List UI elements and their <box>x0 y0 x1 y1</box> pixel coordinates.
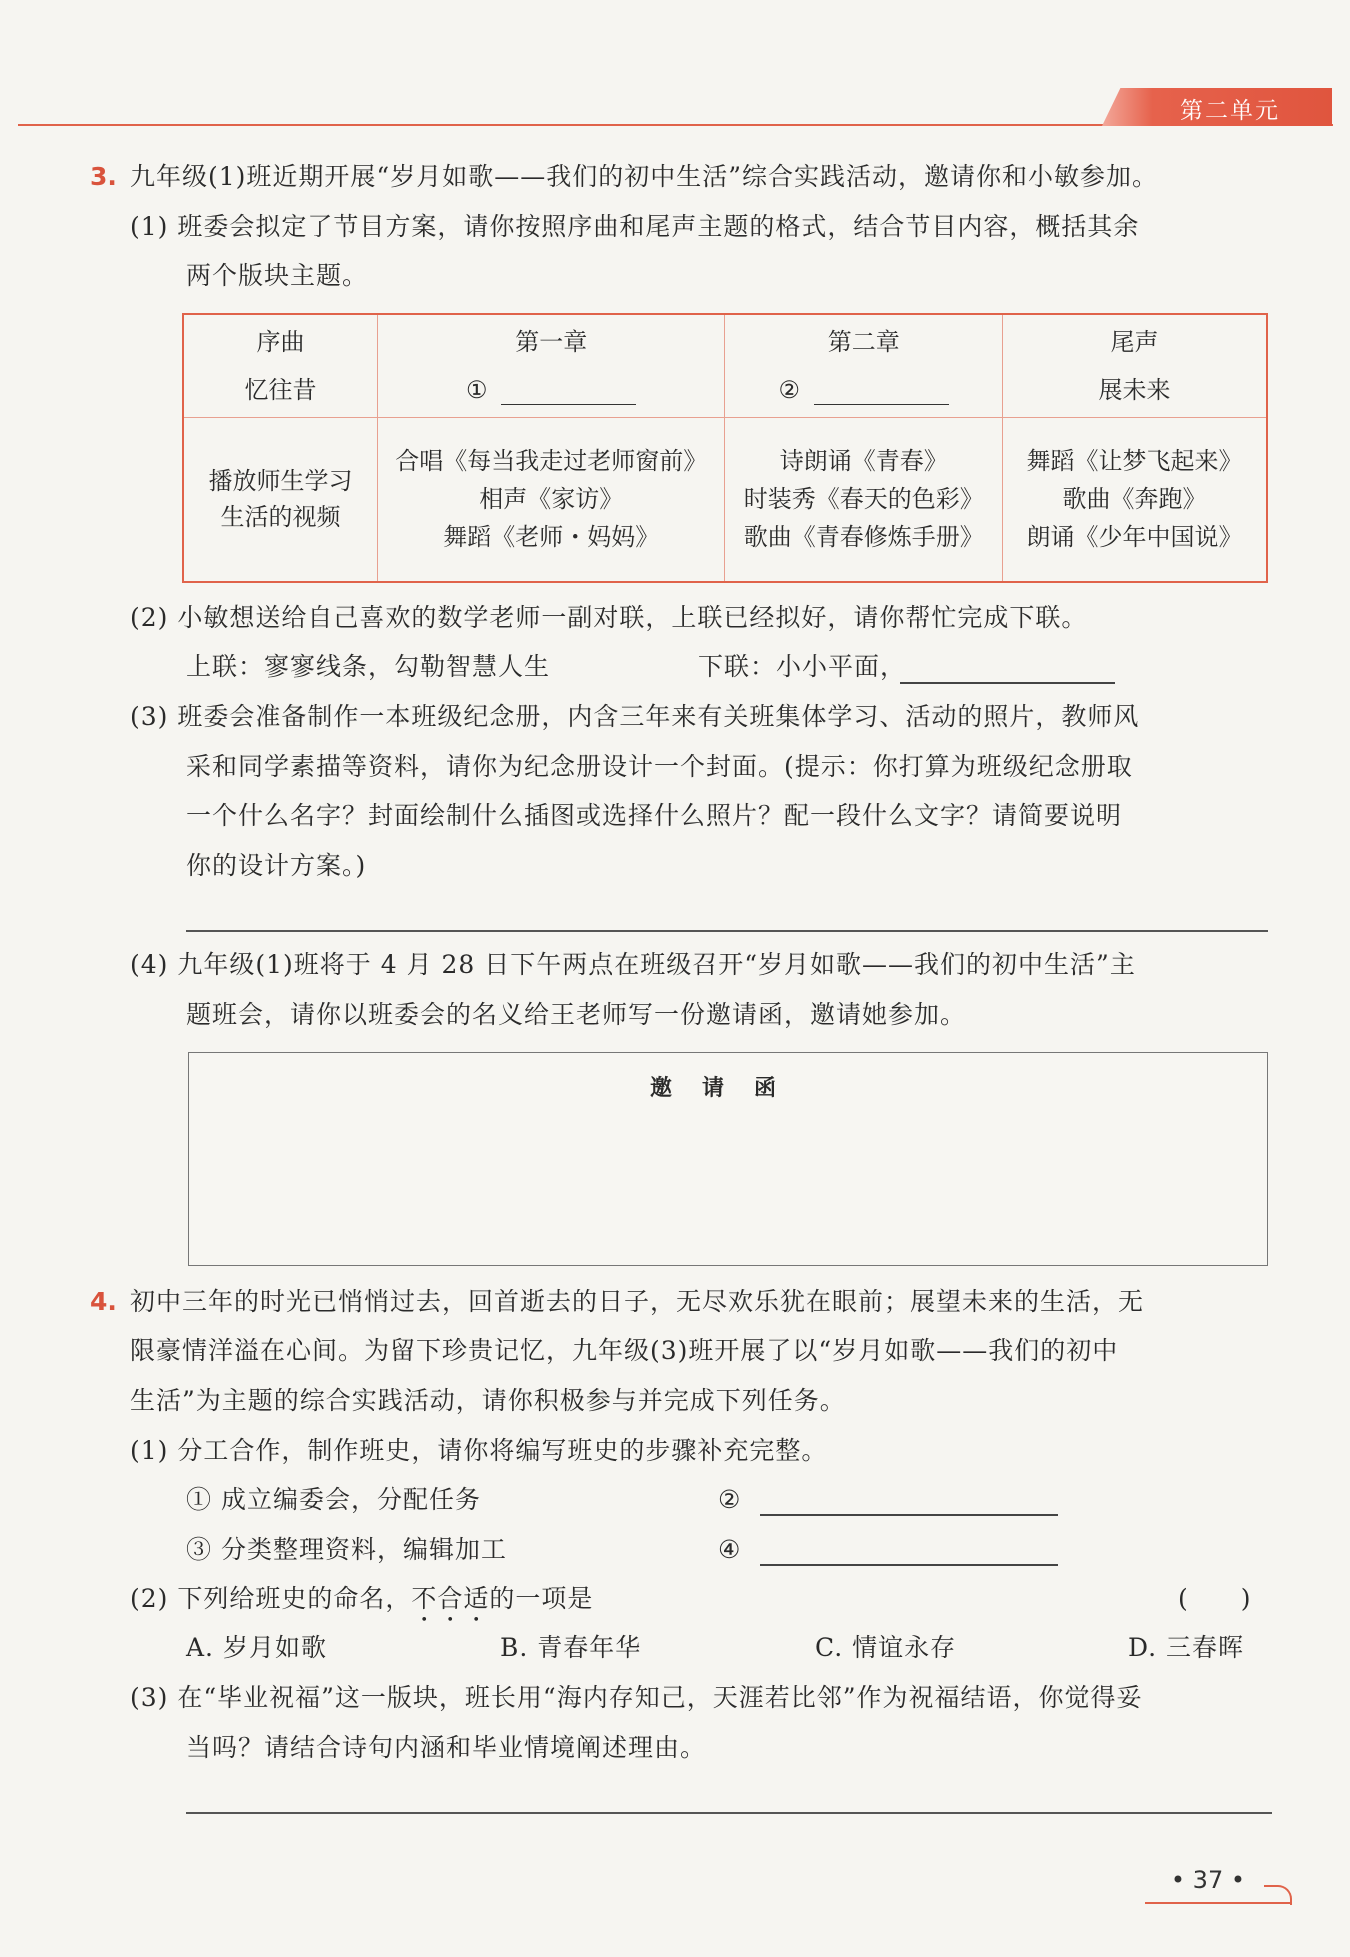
page-number: • 37 • <box>1170 1866 1245 1894</box>
q3-part1-line2: 两个版块主题。 <box>186 261 369 290</box>
step-4: ④ <box>718 1535 742 1564</box>
q3-part2-line1: (2) 小敏想送给自己喜欢的数学老师一副对联，上联已经拟好，请你帮忙完成下联。 <box>130 603 1088 632</box>
q4-part2-after: 的一项是 <box>489 1584 594 1613</box>
question-3-intro: 九年级(1)班近期开展“岁月如歌——我们的初中生活”综合实践活动，邀请你和小敏参加。 <box>130 162 1158 191</box>
option-d[interactable]: D. 三春晖 <box>1128 1633 1245 1662</box>
answer-parentheses[interactable]: ( ) <box>1178 1584 1252 1613</box>
question-4-intro-line3: 生活”为主题的综合实践活动，请你积极参与并完成下列任务。 <box>130 1386 846 1415</box>
program-cell <box>183 417 378 582</box>
q4-part3-line2: 当吗？请结合诗句内涵和毕业情境阐述理由。 <box>186 1733 707 1762</box>
unit-label: 第二单元 <box>1180 98 1280 124</box>
step-2-answer-line[interactable] <box>760 1514 1058 1516</box>
program-item: 舞蹈《让梦飞起来》 <box>1026 447 1243 476</box>
program-item: 歌曲《奔跑》 <box>1062 485 1207 514</box>
section-name: 第一章 <box>515 327 588 356</box>
question-4-intro-line1: 初中三年的时光已悄悄过去，回首逝去的日子，无尽欢乐犹在眼前；展望未来的生活，无 <box>130 1287 1145 1316</box>
question-3-number: 3. <box>90 162 117 191</box>
blank-marker: ① <box>465 375 488 404</box>
table-header-cell <box>378 314 725 417</box>
q4-part2-emphasis: 不合适 <box>411 1584 490 1613</box>
table-header-cell <box>183 314 378 417</box>
program-table-header-row <box>183 314 1267 417</box>
program-item: 歌曲《青春修炼手册》 <box>743 523 984 552</box>
table-header-cell <box>1003 314 1267 417</box>
couplet-lower: 下联：小小平面， <box>698 652 907 681</box>
program-cell <box>1003 417 1267 582</box>
section-theme: 展未来 <box>1098 375 1171 404</box>
program-item: 朗诵《少年中国说》 <box>1026 523 1243 552</box>
q3-part3-line2: 采和同学素描等资料，请你为纪念册设计一个封面。(提示：你打算为班级纪念册取 <box>186 752 1133 781</box>
option-a[interactable]: A. 岁月如歌 <box>186 1633 327 1662</box>
design-answer-line[interactable] <box>186 930 1268 932</box>
q3-part3-line3: 一个什么名字？封面绘制什么插图或选择什么照片？配一段什么文字？请简要说明 <box>186 801 1123 830</box>
section-name: 尾声 <box>1110 327 1159 356</box>
program-item: 相声《家访》 <box>479 485 624 514</box>
program-table <box>182 313 1268 583</box>
section-name: 序曲 <box>256 327 305 356</box>
q3-part4-line1: (4) 九年级(1)班将于 4 月 28 日下午两点在班级召开“岁月如歌——我们的初中生活”主 <box>130 950 1136 979</box>
program-item: 播放师生学习 <box>208 467 353 496</box>
section-theme: 忆往昔 <box>244 375 317 404</box>
blank-marker: ② <box>778 375 801 404</box>
step-3: ③ 分类整理资料，编辑加工 <box>186 1535 507 1564</box>
reason-answer-line[interactable] <box>186 1812 1272 1814</box>
couplet-upper: 上联：寥寥线条，勾勒智慧人生 <box>186 652 551 681</box>
program-item: 诗朗诵《青春》 <box>779 447 948 476</box>
q4-part2-before: (2) 下列给班史的命名， <box>130 1584 412 1613</box>
question-4-number: 4. <box>90 1287 117 1316</box>
option-b[interactable]: B. 青春年华 <box>500 1633 642 1662</box>
couplet-answer-line[interactable] <box>900 682 1115 684</box>
invitation-box[interactable] <box>188 1052 1268 1266</box>
q3-part3-line1: (3) 班委会准备制作一本班级纪念册，内含三年来有关班集体学习、活动的照片，教师风 <box>130 702 1140 731</box>
q3-part1-line1: (1) 班委会拟定了节目方案，请你按照序曲和尾声主题的格式，结合节目内容，概括其余 <box>130 212 1140 241</box>
section-name: 第二章 <box>827 327 900 356</box>
q4-part2-line1 <box>130 1584 593 1628</box>
step-1: ① 成立编委会，分配任务 <box>186 1485 481 1514</box>
answer-blank-2[interactable] <box>814 382 949 405</box>
page-number-hook <box>1264 1885 1292 1905</box>
q4-part1-line1: (1) 分工合作，制作班史，请你将编写班史的步骤补充完整。 <box>130 1436 828 1465</box>
program-cell <box>725 417 1003 582</box>
program-item: 生活的视频 <box>220 503 341 532</box>
step-4-answer-line[interactable] <box>760 1564 1058 1566</box>
answer-blank-1[interactable] <box>501 382 636 405</box>
q4-part3-line1: (3) 在“毕业祝福”这一版块，班长用“海内存知己，天涯若比邻”作为祝福结语，你觉得妥 <box>130 1683 1143 1712</box>
option-c[interactable]: C. 情谊永存 <box>815 1633 957 1662</box>
table-header-cell <box>725 314 1003 417</box>
q3-part3-line4: 你的设计方案。) <box>186 851 367 880</box>
question-4-intro-line2: 限豪情洋溢在心间。为留下珍贵记忆，九年级(3)班开展了以“岁月如歌——我们的初中 <box>130 1336 1119 1365</box>
program-item: 时装秀《春天的色彩》 <box>743 485 984 514</box>
program-item: 合唱《每当我走过老师窗前》 <box>395 447 708 476</box>
q3-part4-line2: 题班会，请你以班委会的名义给王老师写一份邀请函，邀请她参加。 <box>186 1000 967 1029</box>
step-2: ② <box>718 1485 742 1514</box>
program-table-content-row <box>183 417 1267 582</box>
program-cell <box>378 417 725 582</box>
program-item: 舞蹈《老师・妈妈》 <box>443 523 660 552</box>
invitation-title: 邀请函 <box>649 1076 806 1101</box>
